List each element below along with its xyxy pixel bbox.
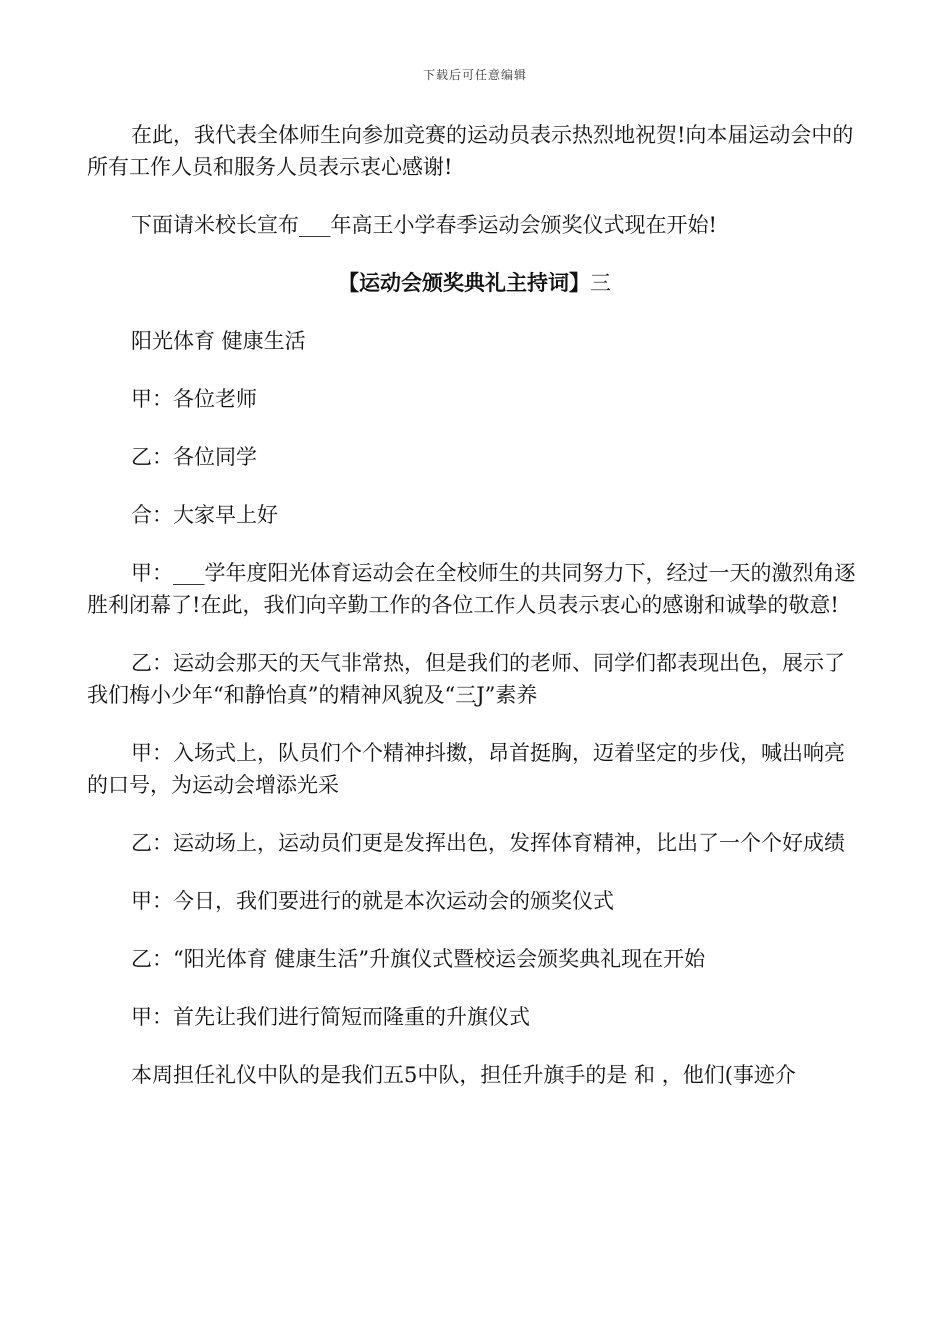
paragraph-line: 甲：入场式上，队员们个个精神抖擞，昂首挺胸，迈着坚定的步伐，喊出响亮的口号，为运动会增添光采 [87, 741, 845, 797]
paragraph-line: 乙：运动会那天的天气非常热，但是我们的老师、同学们都表现出色，展示了我们梅小少年“和静怡真”的精神风貌及“三J”素养 [87, 651, 845, 707]
paragraph-announcement: 下面请米校长宣布___年高王小学春季运动会颁奖仪式现在开始! [131, 213, 717, 237]
paragraph-line: 甲：今日，我们要进行的就是本次运动会的颁奖仪式 [131, 889, 614, 913]
page-header: 下载后可任意编辑 [422, 68, 527, 82]
paragraph-line: 乙：“阳光体育 健康生活”升旗仪式暨校运会颁奖典礼现在开始 [131, 947, 706, 971]
section-title [87, 267, 862, 299]
paragraph-line: 乙：运动场上，运动员们更是发挥出色，发挥体育精神，比出了一个个好成绩 [131, 831, 845, 855]
paragraph-line: 甲：首先让我们进行简短而隆重的升旗仪式 [131, 1005, 530, 1029]
paragraph-line: 甲：___学年度阳光体育运动会在全校师生的共同努力下，经过一天的激烈角逐胜利闭幕了!在此，我们向辛勤工作的各位工作人员表示衷心的感谢和诚挚的敬意! [87, 561, 856, 617]
paragraph-line: 甲：各位老师 [131, 387, 257, 411]
paragraph-theme: 阳光体育 健康生活 [131, 329, 306, 353]
section-title-main: 【运动会颁奖典礼主持词】 [338, 270, 590, 295]
document-body [87, 119, 862, 1117]
paragraph-line: 本周担任礼仪中队的是我们五5中队，担任升旗手的是 和 ，他们(事迹介 [131, 1063, 796, 1087]
section-title-number: 三 [590, 271, 611, 295]
paragraph-line: 乙：各位同学 [131, 445, 257, 469]
paragraph-line: 合：大家早上好 [131, 503, 278, 527]
paragraph-congratulations: 在此，我代表全体师生向参加竞赛的运动员表示热烈地祝贺!向本届运动会中的所有工作人员和服务人员表示衷心感谢! [87, 123, 854, 179]
